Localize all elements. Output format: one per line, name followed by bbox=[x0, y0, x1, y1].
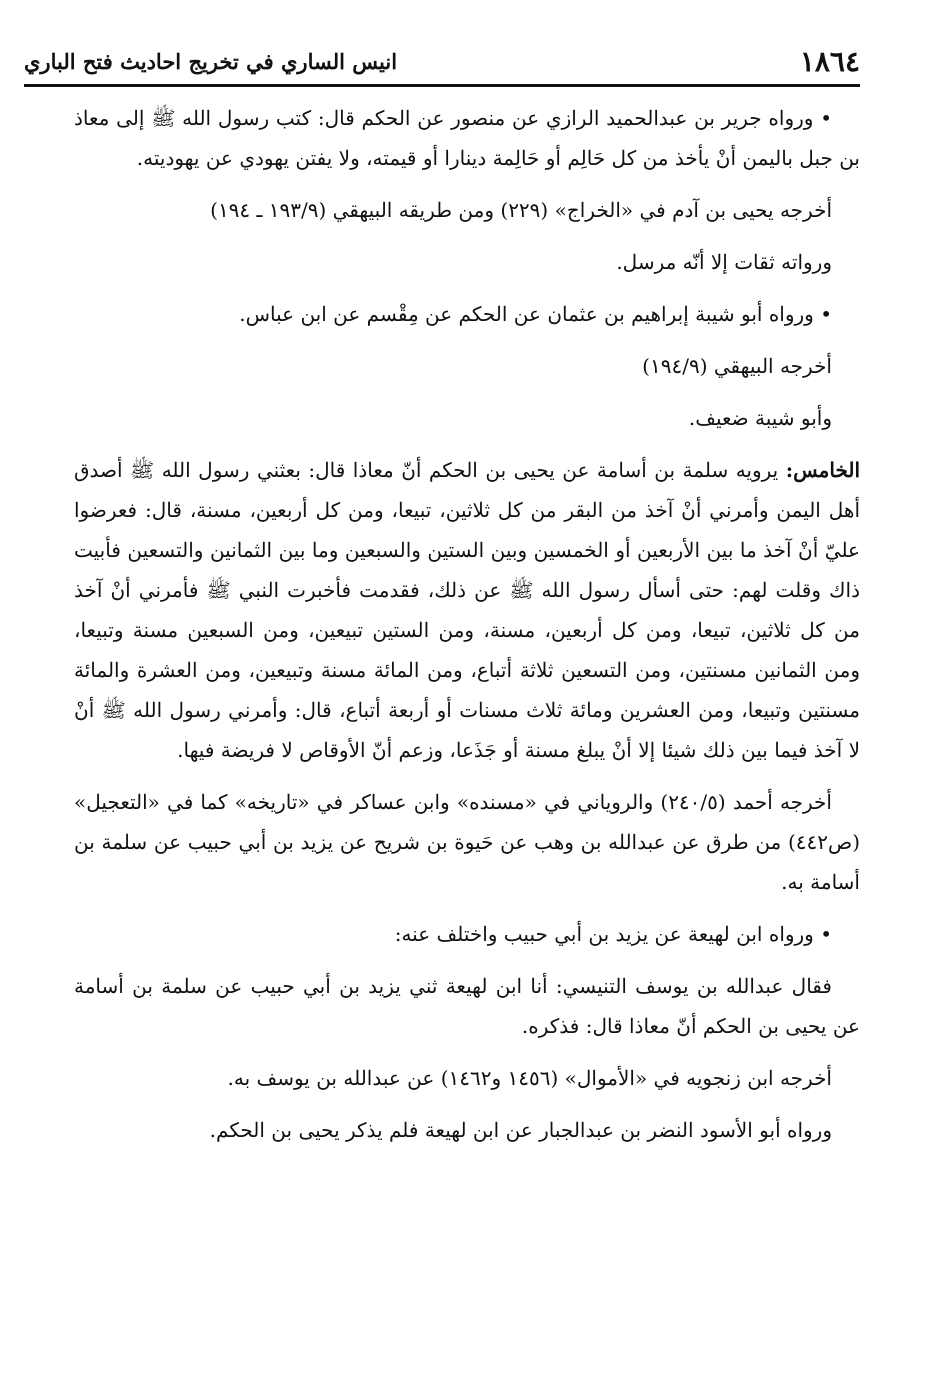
paragraph-fifth-text: يرويه سلمة بن أسامة عن يحيى بن الحكم أنّ معاذا قال: بعثني رسول الله ﷺ أصدق أهل اليمن وأمرني أنْ آخذ من البقر من كل ثلاثين، تبيعا، ومن كل أربعين، مسنة، قال: فعرضوا عليّ أنْ آخذ ما بين الأربعين أو الخمسين وبين الستين والسبعين وما بين الثمانين والتسعين فأبيت ذاك وقلت لهم: حتى أسأل رسول الله ﷺ عن ذلك، فقدمت فأخبرت النبي ﷺ فأمرني أنْ آخذ من كل ثلاثين، تبيعا، ومن كل أربعين، مسنة، ومن الستين تبيعين، ومن السبعين مسنة وتبيعا، ومن الثمانين مسنتين، ومن التسعين ثلاثة أتباع، ومن المائة مسنة وتبيعين، ومن العشرة والمائة مسنتين وتبيعا، ومن العشرين ومائة ثلاث مسنات أو أربعة أتباع، قال: وأمرني رسول الله ﷺ أنْ لا آخذ فيما بين ذلك شيئا إلا أنْ يبلغ مسنة أو جَذَعا، وزعم أنّ الأوقاص لا فريضة فيها. bbox=[74, 458, 860, 762]
paragraph-ahmad-citation: أخرجه أحمد (٢٤٠/٥) والروياني في «مسنده» وابن عساكر في «تاريخه» كما في «التعجيل» (ص٤٤٢) من طرق عن عبدالله بن وهب عن حَيوة بن شريح عن يزيد بن أبي حبيب عن سلمة بن أسامة به. bbox=[74, 790, 860, 894]
section-lead-fifth: الخامس: bbox=[785, 458, 860, 482]
paragraph-bayhaqi-citation: أخرجه البيهقي (١٩٤/٩) bbox=[642, 354, 832, 378]
paragraph-abu-shayba-weak: وأبو شيبة ضعيف. bbox=[688, 406, 832, 430]
paragraph-abu-al-aswad-narration: ورواه أبو الأسود النضر بن عبدالجبار عن ابن لهيعة فلم يذكر يحيى بن الحكم. bbox=[209, 1118, 832, 1142]
page-number: ١٨٦٤ bbox=[799, 45, 860, 78]
page-body bbox=[74, 98, 860, 1162]
paragraph-ibn-zanjawayh-citation: أخرجه ابن زنجويه في «الأموال» (١٤٥٦ و١٤٦٢) عن عبدالله بن يوسف به. bbox=[227, 1066, 832, 1090]
paragraph-abu-shayba-narration: • ورواه أبو شيبة إبراهيم بن عثمان عن الحكم عن مِقْسم عن ابن عباس. bbox=[239, 302, 832, 326]
page-header bbox=[24, 40, 860, 87]
running-title: انيس الساري في تخريج احاديث فتح الباري bbox=[24, 49, 398, 74]
paragraph-tinnisi-narration: فقال عبدالله بن يوسف التنيسي: أنا ابن لهيعة ثني يزيد بن أبي حبيب عن سلمة بن أسامة عن يحيى بن الحكم أنّ معاذا قال: فذكره. bbox=[74, 974, 860, 1038]
paragraph-fifth-narration bbox=[74, 450, 860, 770]
paragraph-mursal-note: ورواته ثقات إلا أنّه مرسل. bbox=[616, 250, 832, 274]
paragraph-kharaj-citation: أخرجه يحيى بن آدم في «الخراج» (٢٢٩) ومن طريقه البيهقي (١٩٣/٩ ـ ١٩٤) bbox=[210, 198, 832, 222]
paragraph-jarir-narration: • ورواه جرير بن عبدالحميد الرازي عن منصور عن الحكم قال: كتب رسول الله ﷺ إلى معاذ بن جبل باليمن أنْ يأخذ من كل حَالِم أو حَالِمة دينارا أو قيمته، ولا يفتن يهودي عن يهوديته. bbox=[74, 106, 860, 170]
paragraph-ibn-lahia-narration: • ورواه ابن لهيعة عن يزيد بن أبي حبيب واختلف عنه: bbox=[394, 922, 832, 946]
